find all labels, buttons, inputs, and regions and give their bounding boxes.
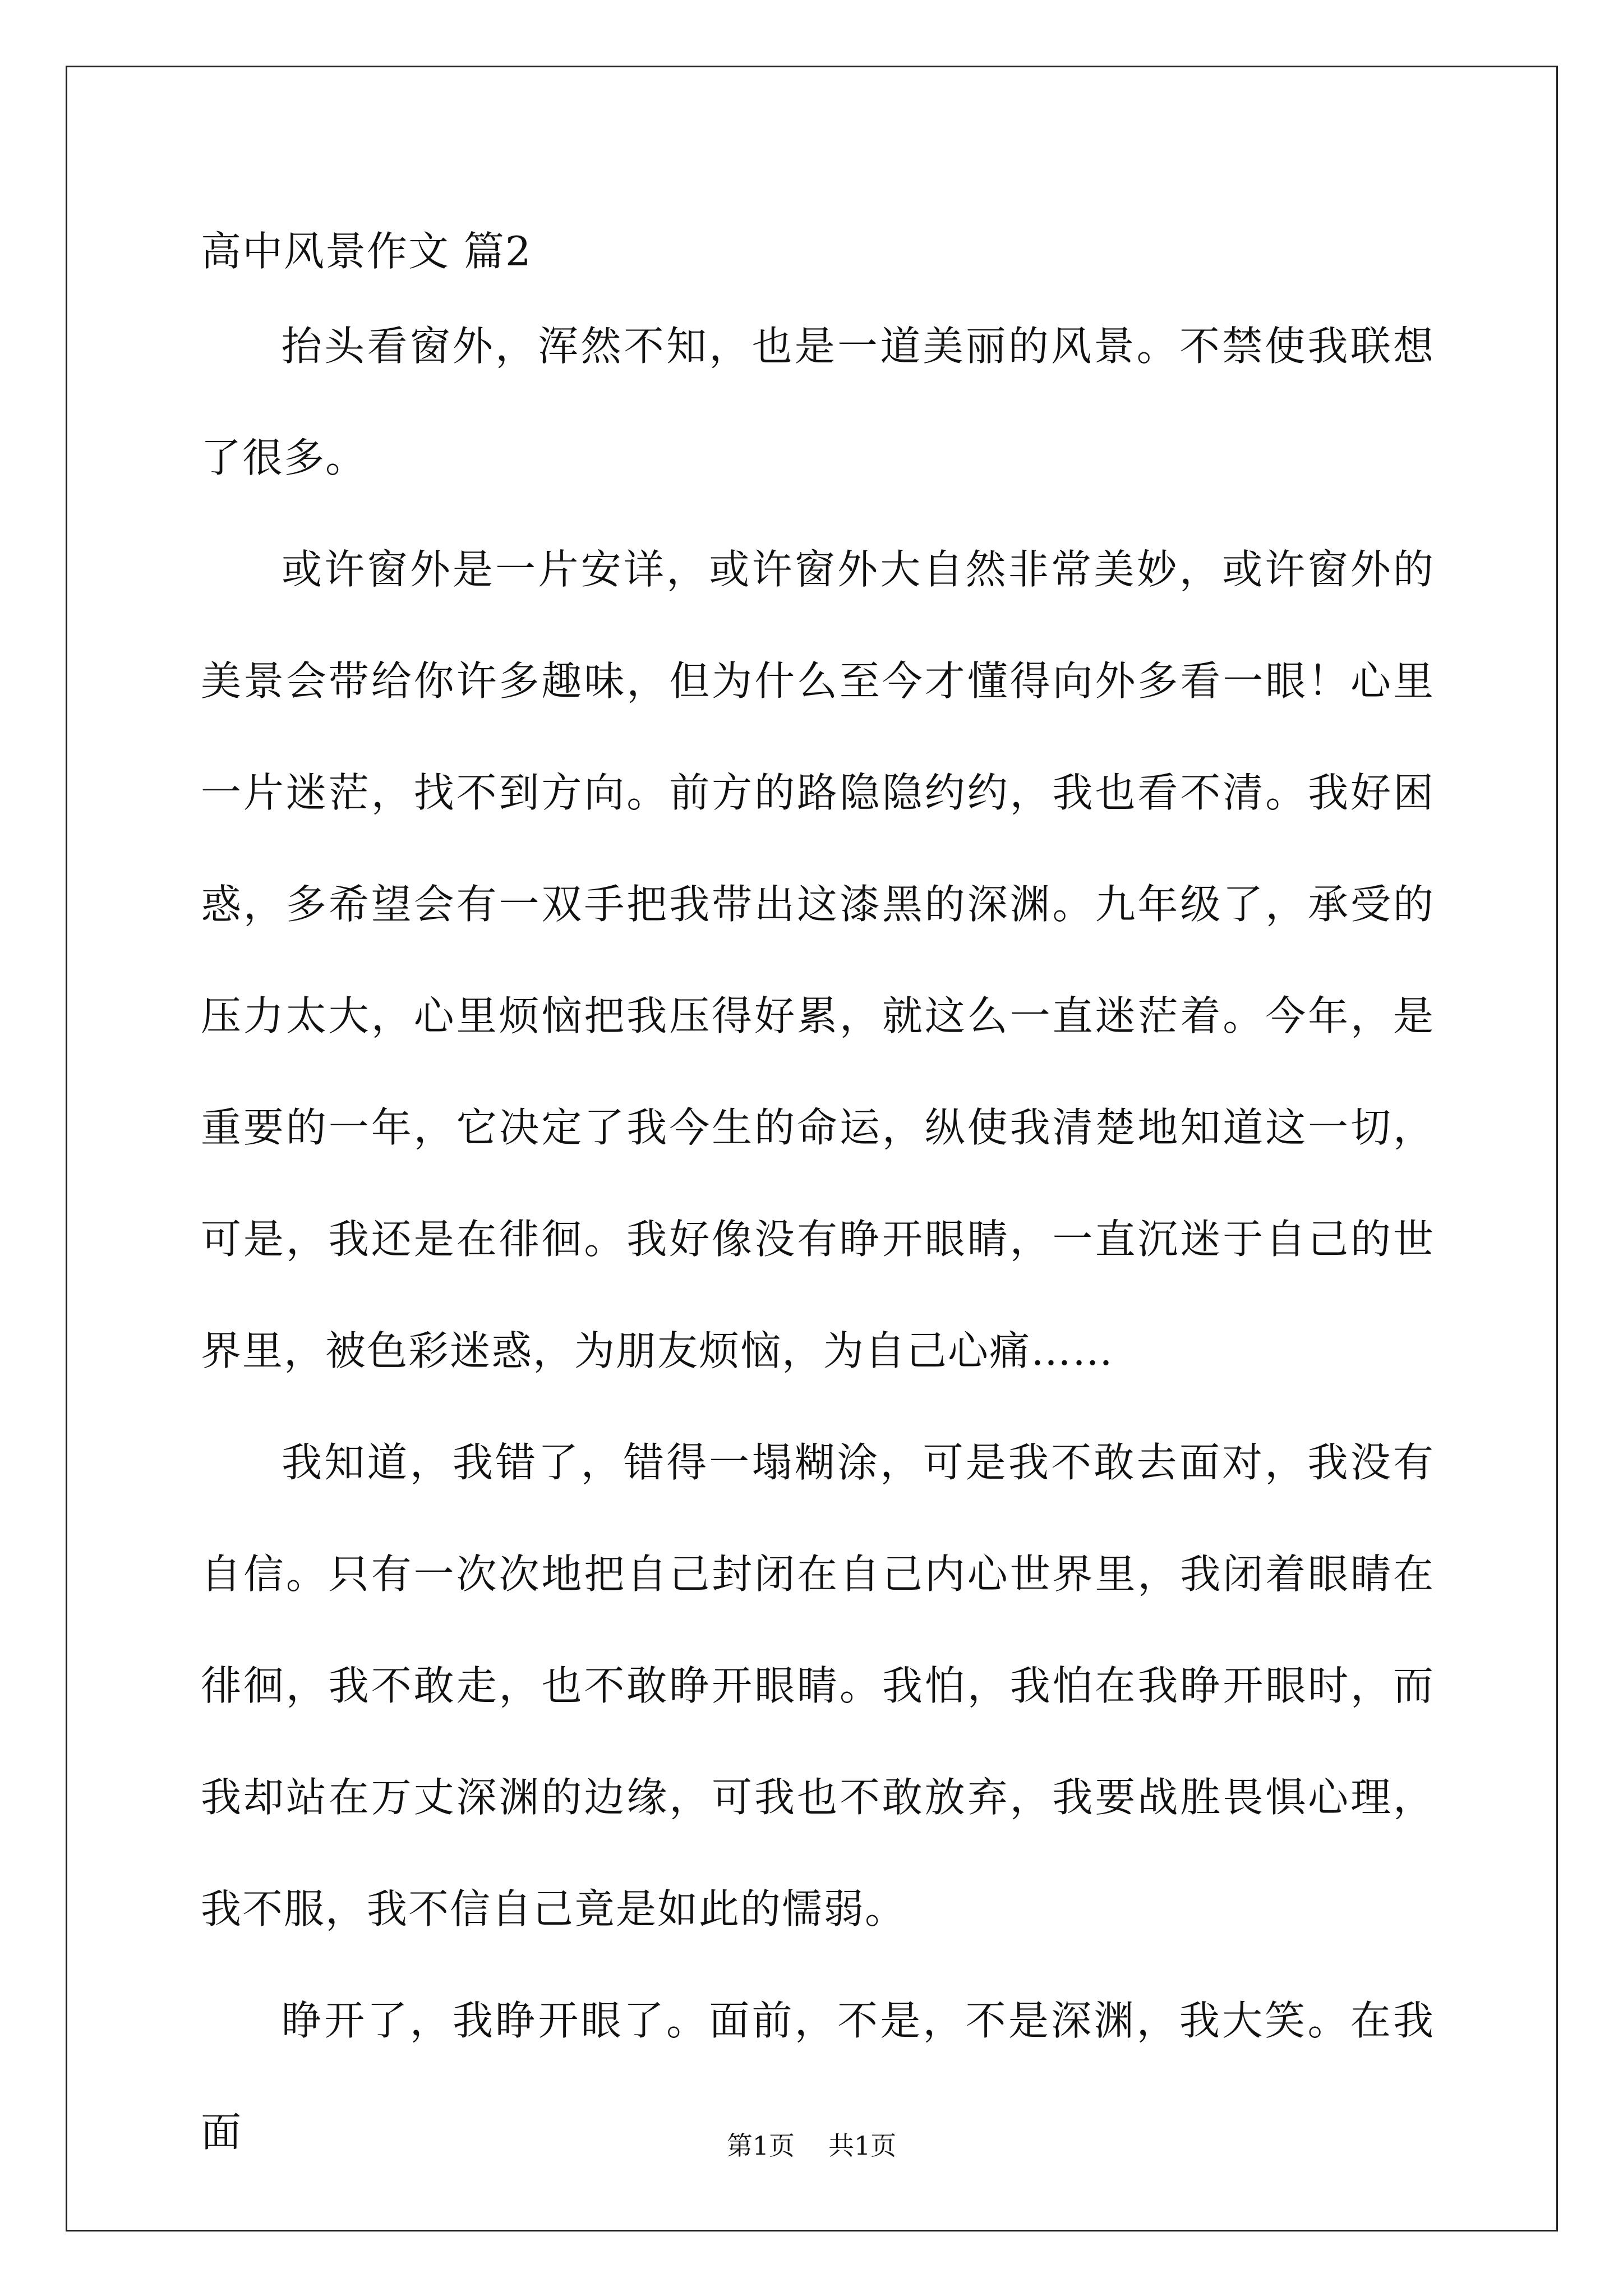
paragraph-3: 我知道，我错了，错得一塌糊涂，可是我不敢去面对，我没有自信。只有一次次地把自己封闭在自己内心世界里，我闭着眼睛在徘徊，我不敢走，也不敢睁开眼睛。我怕，我怕在我睁开眼时，而我却站在万丈深渊的边缘，可我也不敢放弃，我要战胜畏惧心理，我不服，我不信自己竟是如此的懦弱。: [201, 1439, 1435, 1932]
page-number: 第1页: [726, 2131, 795, 2161]
document-body: [201, 291, 1435, 2188]
paragraph-4: 睁开了，我睁开眼了。面前，不是，不是深渊，我大笑。在我面: [201, 1997, 1435, 2156]
paragraph-1: 抬头看窗外，浑然不知，也是一道美丽的风景。不禁使我联想了很多。: [201, 323, 1435, 481]
paragraph-2: 或许窗外是一片安详，或许窗外大自然非常美妙，或许窗外的美景会带给你许多趣味，但为什么至今才懂得向外多看一眼！心里一片迷茫，找不到方向。前方的路隐隐约约，我也看不清。我好困惑，多希望会有一双手把我带出这漆黑的深渊。九年级了，承受的压力太大，心里烦恼把我压得好累，就这么一直迷茫着。今年，是重要的一年，它决定了我今生的命运，纵使我清楚地知道这一切，可是，我还是在徘徊。我好像没有睁开眼睛，一直沉迷于自己的世界里，被色彩迷惑，为朋友烦恼，为自己心痛……: [201, 546, 1435, 1374]
page-total: 共1页: [828, 2131, 897, 2161]
document-title: 高中风景作文 篇2: [201, 228, 532, 275]
page-footer: [0, 2129, 1623, 2162]
